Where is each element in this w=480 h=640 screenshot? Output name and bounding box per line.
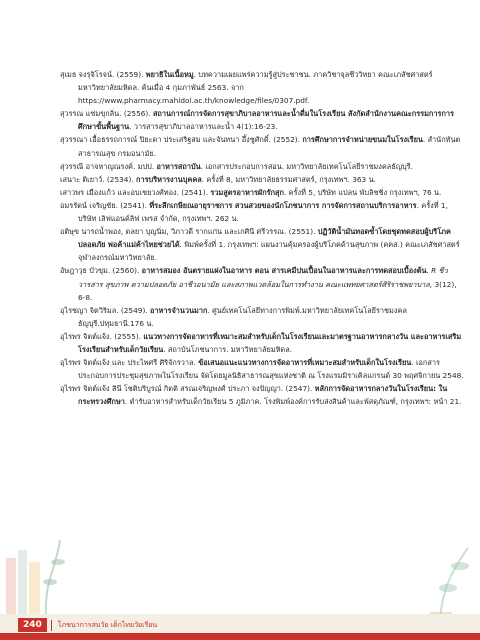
reference-entry xyxy=(60,304,464,330)
reference-text: . บทความเผยแพร่ความรู้สู่ประชาชน. ภาควิชาจุลชีววิทยา คณะเภสัชศาสตร์ มหาวิทยาลัยมหิดล. ค้นเมื่อ 4 กุมภาพันธ์ 2563. จาก https://www.pharmacy.mahidol.ac.th/knowledge/files/0307.pdf. xyxy=(78,70,433,106)
reference-text: อติษุข นารถน้ำพอง, ดลยา บุญนิ่ม, วิภาวดี รากแก่น และเกศินี ศรีวรรณ. (2551). xyxy=(60,227,318,237)
reference-text: . วารสารสุขาภิบาลอาหารและน้ำ 4(1):16-23. xyxy=(129,122,278,132)
reference-text: . สำนักทันตสาธารณสุข กรมอนามัย. xyxy=(78,135,461,158)
reference-text: . ครั้งที่ 8, มหาวิทยาลัยธรรมศาสตร์, กรุงเทพฯ. 363 น. xyxy=(201,174,376,184)
reference-text: สุเมธ จงรุจิโรจน์. (2559). xyxy=(60,70,146,79)
reference-title: ข้อเสนอแนะแนวทางการจัดอาหารที่เหมาะสมสำหรับเด็กในโรงเรียน xyxy=(198,358,412,368)
reference-title: แนวทางการจัดอาหารที่เหมาะสมสำหรับเด็กในโรงเรียนและมาตรฐานอาหารกลางวัน และอาหารเสริมโรงเรียนสำหรับเด็กวัยเรียน xyxy=(78,331,462,354)
reference-entry xyxy=(60,107,464,133)
reference-title: อาหารจำนวนมาก xyxy=(150,305,208,315)
reference-entry xyxy=(60,186,464,199)
reference-text: , 3(12), 6-8. xyxy=(78,279,457,302)
reference-title: ปฏิวัติน้ำมันทอดซ้ำโดยชุดทดสอบผู้บริโภคปลอดภัย พ่อค้าแม่ค้าไทยช่วยได้ xyxy=(78,227,451,250)
reference-title: อาหารสมอง อันตรายแฝงในอาหาร ตอน สารเคมีปนเปื้อนในอาหารและการทดสอบเบื้องต้น xyxy=(141,266,427,276)
footer-stripe xyxy=(0,633,480,640)
reference-entry xyxy=(60,382,464,408)
reference-title: ที่ระลึกเกษียณอายุราชการ สวนสวยของนักโภชนาการ การจัดการสถานบริการอาหาร xyxy=(149,200,417,210)
reference-text: . ครั้งที่ 5, บริษัท แปลน พับลิชชิ่ง กรุงเทพฯ, 76 น. xyxy=(283,187,442,197)
reference-entry xyxy=(60,68,464,107)
reference-text: . เอกสารประกอบการประชุมสุขภาพในโรงเรียน จัดโดยมูลนิธิสาธารณสุขแห่งชาติ ณ โรงแรมมิราเคิลแกรนด์ 30 พฤศจิกายน 2548. xyxy=(78,358,464,381)
reference-title: อาหารสถาบัน xyxy=(156,161,201,171)
reference-entry xyxy=(60,264,464,303)
running-title: โภชนาการสมวัย เด็กไทยวัยเรียน xyxy=(51,620,157,631)
reference-text: . xyxy=(426,266,432,276)
reference-title: พยาธิในเนื้อหมู xyxy=(145,70,194,79)
reference-text: . ครั้งที่ 1, บริษัท เลิฟแอนด์ลิฟ เพรส จำกัด, กรุงเทพฯ. 262 น. xyxy=(78,200,448,224)
reference-journal: R ชีววารสาร สุขภาพ ความปลอดภัย อาชีวอนามัย และสภาพแวดล้อมในการทำงาน คณะแพทยศาสตร์ศิริราชพยาบาล xyxy=(78,266,448,289)
reference-text: อุไรพร จิตต์แจ้ง สินี โชติบริบูรณ์ กิตติ สรณเจริญพงศ์ ประภา จงปัญญา. (2547). xyxy=(60,384,315,394)
reference-entry xyxy=(60,199,464,225)
reference-title: รวมสูตรอาหารผักรักสุก xyxy=(210,187,284,197)
reference-text: เสนาะ ติเยาว์. (2534). xyxy=(60,174,137,184)
reference-text: อุไรพร จิตต์แจ้ง และ ประไพศรี ศิริจักรวาล. xyxy=(60,358,199,368)
page-number: 240 xyxy=(18,618,47,632)
reference-text: . สถาบันโภชนาการ. มหาวิทยาลัยมหิดล. xyxy=(163,344,293,354)
reference-text: เสาวพร เมืองแก้ว และอบเชยวงศ์ทอง. (2541). xyxy=(60,187,211,197)
reference-entry xyxy=(60,133,464,159)
reference-title: การบริหารงานบุคคล xyxy=(136,174,202,184)
reference-text: สุวรรณี อาจหาญณรงค์. มปป. xyxy=(60,161,157,171)
reference-title: หลักการจัดอาหารกลางวันในโรงเรียน: ในกระทรวงศึกษา xyxy=(78,384,448,407)
reference-list xyxy=(60,68,464,408)
reference-title: สถานการณ์การจัดการสุขาภิบาลอาหารและน้ำดื่มในโรงเรียน สังกัดสำนักงานคณะกรรมการการศึกษาขั้นพื้นฐาน xyxy=(78,109,454,132)
reference-entry xyxy=(60,330,464,356)
reference-text: . ศูนย์เทคโนโลยีทางการพิมพ์.มหาวิทยาลัยเทคโนโลยีราชมงคลธัญบุรี.ปทุมธานี.176 น. xyxy=(78,305,407,328)
reference-text: สุวรรณา เอื้อธรรถการณ์ ปิยะดา ประเสริฐสม และจันทนา อึ้งชูศักดิ์. (2552). xyxy=(60,135,303,145)
reference-entry xyxy=(60,160,464,173)
reference-text: อัษฎาวุธ บัวขุม. (2560). xyxy=(60,266,142,276)
reference-text: อุไรพร จิตต์แจ้ง. (2555). xyxy=(60,331,144,341)
reference-text: อมรรัตน์ เจริญชัย. (2541). xyxy=(60,200,150,210)
reference-text: . ตำรับอาหารสำหรับเด็กวัยเรียน 5 ภูมิภาค. โรงพิมพ์องค์การรับส่งสินค้าและพัสดุภัณฑ์, กรุงเทพฯ: หน้า 21. xyxy=(124,397,462,407)
page-footer xyxy=(18,618,157,632)
reference-text: อุไรชญา จิตวิริมล. (2549). xyxy=(60,305,150,315)
reference-text: . พิมพ์ครั้งที่ 1. กรุงเทพฯ: แผนงานคุ้มครองผู้บริโภคด้านสุขภาพ (คคส.) คณะเภสัชศาสตร์ จุฬาลงกรณ์มหาวิทยาลัย. xyxy=(78,240,460,263)
reference-entry xyxy=(60,356,464,382)
reference-title: การศึกษาการจำหน่ายขนมในโรงเรียน xyxy=(302,135,423,145)
reference-entry xyxy=(60,173,464,186)
reference-entry xyxy=(60,225,464,264)
reference-text: สุวรรณ แซ่มขุกลิ่น. (2556). xyxy=(60,109,153,119)
reference-text: . เอกสารประกอบการสอน. มหาวิทยาลัยเทคโนโลยีราชมงคลธัญบุรี. xyxy=(200,161,413,171)
